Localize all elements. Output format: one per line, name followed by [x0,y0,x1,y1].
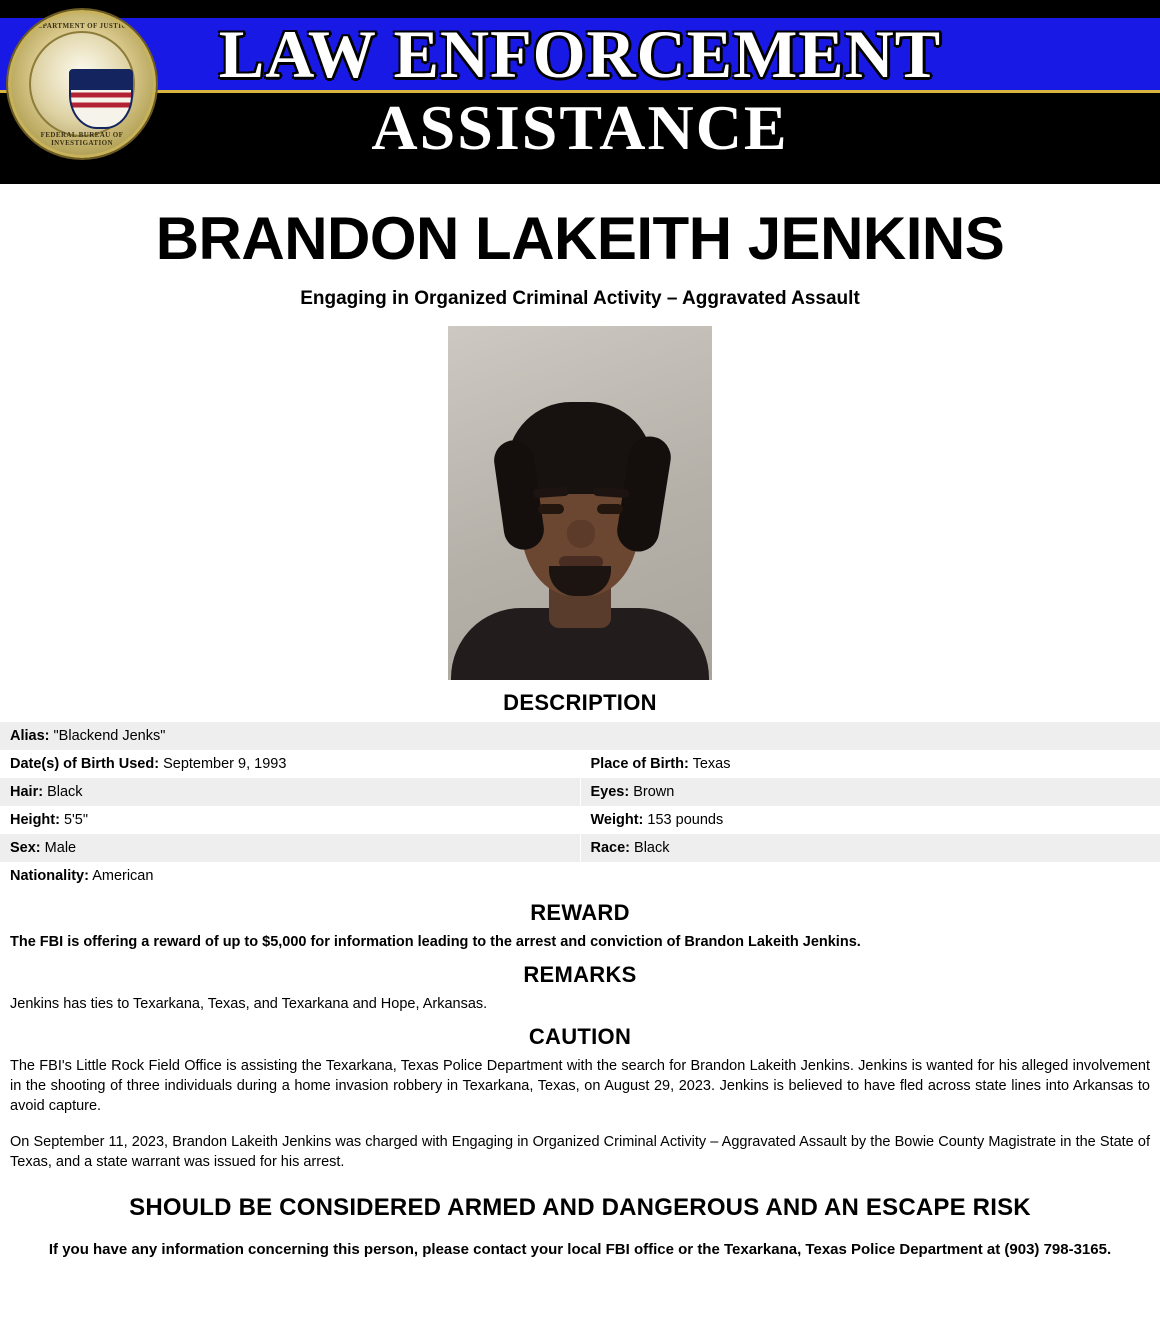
description-label: Place of Birth: [590,756,689,772]
photo-eye-right [597,504,623,514]
description-value: Black [634,840,670,856]
description-value: September 9, 1993 [163,756,287,772]
description-cell-alias [0,722,1160,750]
subject-photo [448,326,712,680]
banner-line-1: LAW ENFORCEMENT [218,16,942,92]
table-row [0,722,1160,750]
reward-text: The FBI is offering a reward of up to $5,000 for information leading to the arrest and conviction of Brandon Lakeith Jenkins. [10,934,861,950]
description-value: Black [47,784,83,800]
description-cell-empty [580,862,1160,890]
subject-charge: Engaging in Organized Criminal Activity – Aggravated Assault [300,288,860,309]
armed-dangerous-warning: SHOULD BE CONSIDERED ARMED AND DANGEROUS AND AN ESCAPE RISK [129,1194,1031,1221]
description-value: "Blackend Jenks" [53,728,166,744]
poster-header-banner [0,0,1160,184]
table-row [0,806,1160,834]
description-label: Race: [590,840,630,856]
seal-bottom-text: FEDERAL BUREAU OF INVESTIGATION [40,131,124,147]
description-table [0,722,1160,890]
seal-shield-icon [69,69,133,129]
section-heading-caution: CAUTION [528,1024,632,1049]
description-label: Date(s) of Birth Used: [10,756,160,772]
description-cell-hair [0,778,580,806]
subject-name: BRANDON LAKEITH JENKINS [155,205,1005,272]
photo-subject-figure [473,384,687,680]
table-row [0,778,1160,806]
photo-eye-left [538,504,564,514]
description-cell-nationality [0,862,580,890]
seal-top-text: DEPARTMENT OF JUSTICE [32,22,132,30]
description-cell-dob [0,750,580,778]
caution-paragraph-2: On September 11, 2023, Brandon Lakeith Jenkins was charged with Engaging in Organized Criminal Activity – Aggravated Assault by the Bowie County Magistrate in the State of Texas, and a state warrant was issued for his arrest. [10,1134,1150,1170]
photo-nose [567,520,595,548]
description-cell-race [580,834,1160,862]
table-row [0,750,1160,778]
description-cell-pob [580,750,1160,778]
caution-paragraph-1: The FBI's Little Rock Field Office is assisting the Texarkana, Texas Police Department with the search for Brandon Lakeith Jenkins. Jenkins is wanted for his alleged involvement in the shooting of three individuals during a home invasion robbery in Texarkana, Texas, on August 29, 2023. Jenkins is believed to have fled across state lines into Arkansas to avoid capture. [10,1058,1150,1114]
description-label: Nationality: [10,868,89,884]
description-cell-height [0,806,580,834]
seal-inner-ring [29,31,135,137]
description-label: Height: [10,812,60,828]
section-heading-reward: REWARD [530,900,630,925]
description-value: Brown [633,784,675,800]
description-label: Alias: [10,728,50,744]
description-value: 5'5" [63,812,89,828]
contact-information: If you have any information concerning this person, please contact your local FBI office or the Texarkana, Texas Police Department at (903) 798-3165. [48,1241,1112,1258]
description-label: Hair: [10,784,44,800]
section-heading-description: DESCRIPTION [503,690,657,715]
banner-line-2: ASSISTANCE [371,92,789,163]
description-value: American [92,868,154,884]
table-row [0,834,1160,862]
description-cell-sex [0,834,580,862]
table-row [0,862,1160,890]
description-label: Eyes: [590,784,630,800]
section-heading-remarks: REMARKS [523,962,637,987]
description-value: Texas [692,756,731,772]
description-label: Sex: [10,840,41,856]
description-value: Male [44,840,77,856]
remarks-text: Jenkins has ties to Texarkana, Texas, and Texarkana and Hope, Arkansas. [10,996,488,1012]
description-cell-eyes [580,778,1160,806]
fbi-seal-icon [8,10,156,158]
description-value: 153 pounds [647,812,724,828]
description-cell-weight [580,806,1160,834]
description-label: Weight: [590,812,644,828]
